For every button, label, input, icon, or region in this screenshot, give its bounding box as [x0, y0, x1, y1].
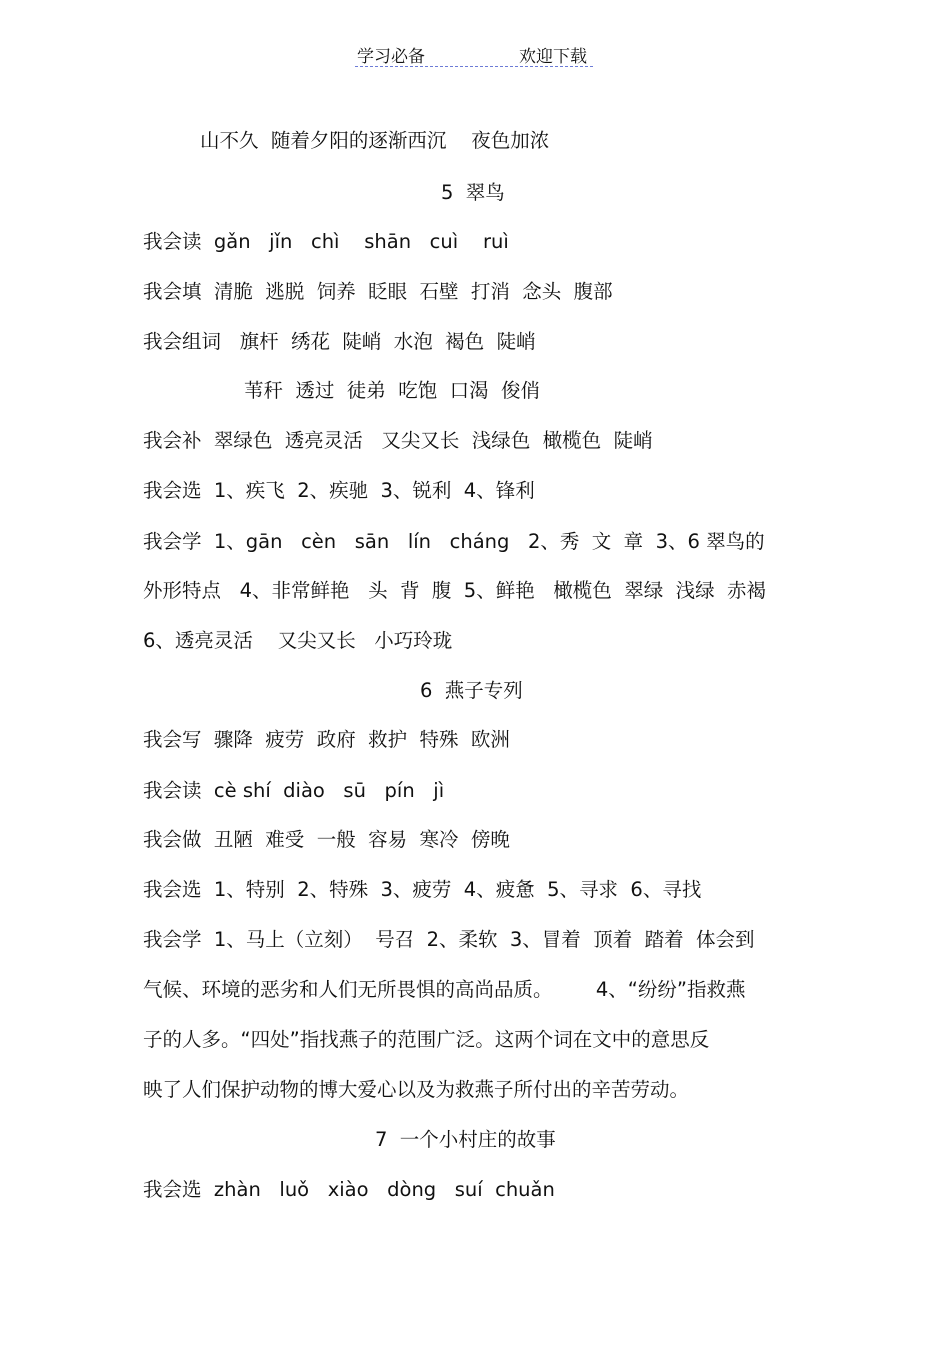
page-header	[355, 38, 593, 67]
text-line: 6、透亮灵活 又尖又长 小巧玲珑	[143, 629, 453, 652]
text-line: 我会学 1、马上（立刻） 号召 2、柔软 3、冒着 顶着 踏着 体会到	[143, 928, 755, 951]
text-line: 我会学 1、gān cèn sān lín cháng 2、秀 文 章 3、6 翠鸟的	[143, 530, 765, 553]
text-line: 映了人们保护动物的博大爱心以及为救燕子所付出的辛苦劳动。	[143, 1078, 690, 1101]
text-line: 外形特点 4、非常鲜艳 头 背 腹 5、鲜艳 橄榄色 翠绿 浅绿 赤褐	[143, 579, 766, 602]
text-line: 苇秆 透过 徒弟 吃饱 口渴 俊俏	[244, 379, 540, 402]
text-line: 我会选 zhàn luǒ xiào dòng suí chuǎn	[143, 1178, 555, 1201]
text-line: 我会读 gǎn jǐn chì shān cuì ruì	[143, 230, 509, 253]
text-line: 我会读 cè shí diào sū pín jì	[143, 779, 445, 802]
text-line: 我会写 骤降 疲劳 政府 救护 特殊 欧洲	[143, 728, 510, 751]
text-line: 我会组词 旗杆 绣花 陡峭 水泡 褐色 陡峭	[143, 330, 536, 353]
text-line: 我会选 1、疾飞 2、疾驰 3、锐利 4、锋利	[143, 479, 535, 502]
header-left-text: 学习必备	[357, 47, 425, 67]
text-line: 我会补 翠绿色 透亮灵活 又尖又长 浅绿色 橄榄色 陡峭	[143, 429, 653, 452]
text-line: 我会填 清脆 逃脱 饲养 眨眼 石壁 打消 念头 腹部	[143, 280, 613, 303]
header-right-text: 欢迎下载	[519, 47, 587, 67]
text-line: 山不久 随着夕阳的逐渐西沉 夜色加浓	[200, 129, 550, 152]
section-heading: 5 翠鸟	[441, 181, 505, 204]
text-line: 我会做 丑陋 难受 一般 容易 寒冷 傍晚	[143, 828, 510, 851]
text-line: 气候、环境的恶劣和人们无所畏惧的高尚品质。 4、“纷纷”指救燕	[143, 978, 746, 1001]
text-line: 我会选 1、特别 2、特殊 3、疲劳 4、疲惫 5、寻求 6、寻找	[143, 878, 702, 901]
section-heading: 6 燕子专列	[420, 679, 523, 702]
text-line: 子的人多。“四处”指找燕子的范围广泛。这两个词在文中的意思反	[143, 1028, 710, 1051]
section-heading: 7 一个小村庄的故事	[375, 1128, 556, 1151]
